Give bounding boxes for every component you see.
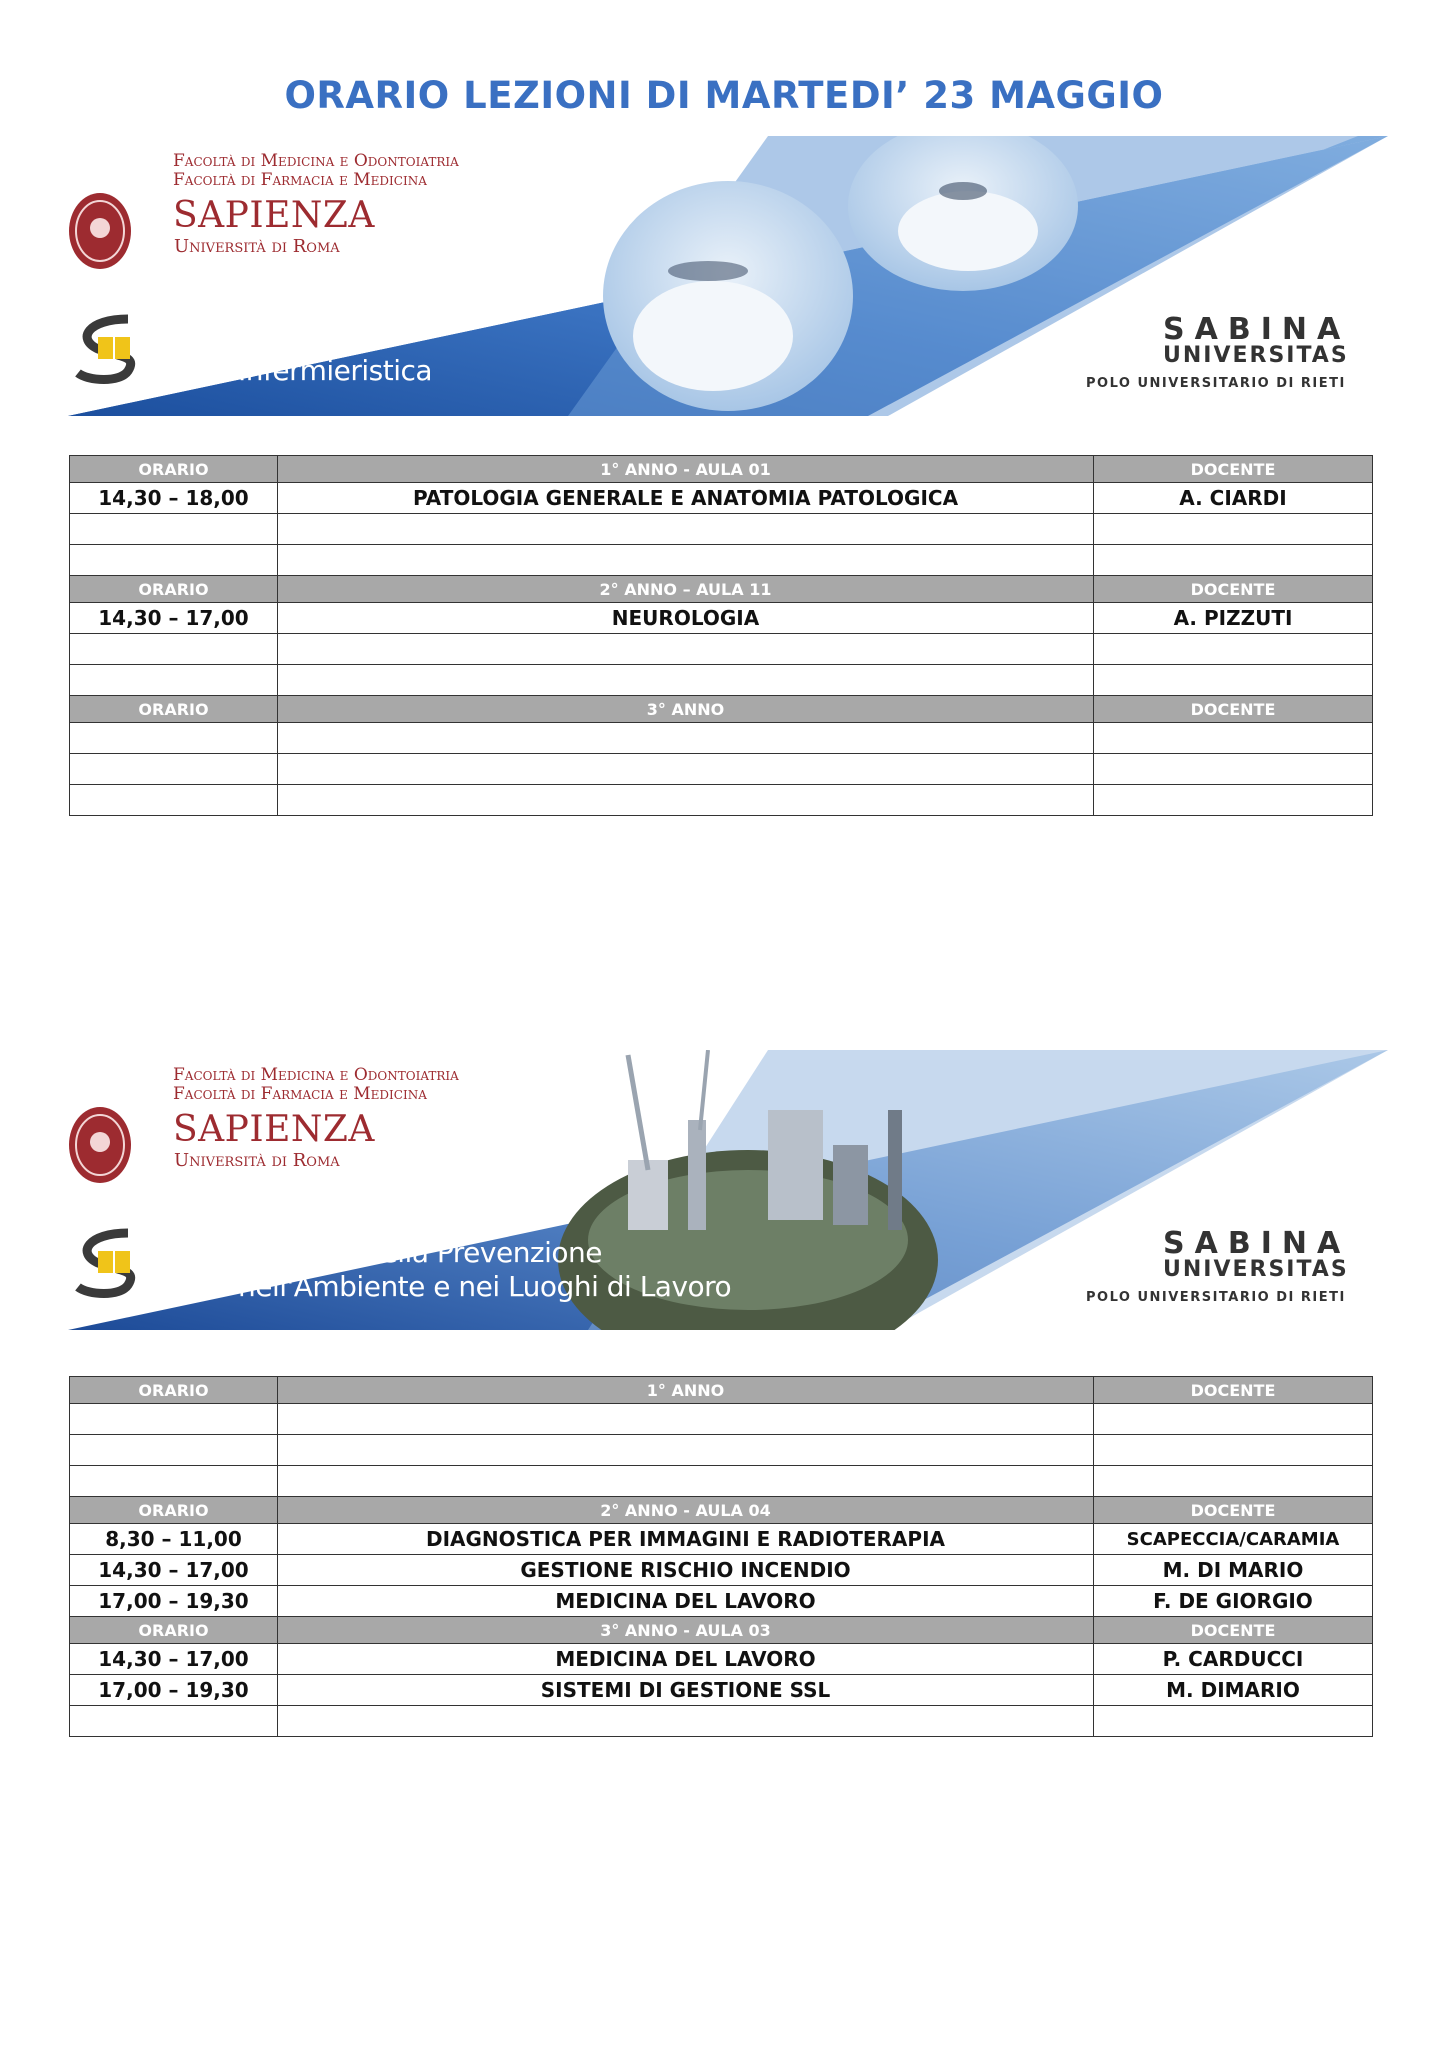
teacher-cell [1094, 545, 1373, 576]
teacher-cell [1094, 634, 1373, 665]
header-subject: 1° ANNO - AULA 01 [278, 456, 1094, 483]
sapienza-seal-icon [68, 192, 132, 270]
subject-cell: GESTIONE RISCHIO INCENDIO [278, 1555, 1094, 1586]
header-subject: 2° ANNO - AULA 04 [278, 1497, 1094, 1524]
table-row [70, 1524, 1373, 1555]
time-cell [70, 1706, 278, 1737]
building-shape [628, 1160, 668, 1230]
header-teacher: DOCENTE [1094, 1497, 1373, 1524]
section-header-row [70, 1377, 1373, 1404]
teacher-cell [1094, 1706, 1373, 1737]
teacher-cell: SCAPECCIA/CARAMIA [1094, 1524, 1373, 1555]
table-row [70, 785, 1373, 816]
subject-cell: DIAGNOSTICA PER IMMAGINI E RADIOTERAPIA [278, 1524, 1094, 1555]
header-time: ORARIO [70, 576, 278, 603]
table-row [70, 1404, 1373, 1435]
time-cell: 14,30 – 17,00 [70, 1644, 278, 1675]
time-cell [70, 1435, 278, 1466]
subject-cell: SISTEMI DI GESTIONE SSL [278, 1675, 1094, 1706]
header-subject: 2° ANNO – AULA 11 [278, 576, 1094, 603]
table-row [70, 1586, 1373, 1617]
subject-cell [278, 785, 1094, 816]
course-line-1: Tecniche della Prevenzione [238, 1236, 603, 1269]
teacher-cell [1094, 514, 1373, 545]
teacher-cell [1094, 785, 1373, 816]
partner-tagline: POLO UNIVERSITARIO DI RIETI [1086, 1290, 1346, 1305]
table-row [70, 1466, 1373, 1497]
table-row [70, 603, 1373, 634]
schedule-table-infermieristica [69, 455, 1373, 816]
subject-cell [278, 1404, 1094, 1435]
section-header-row [70, 696, 1373, 723]
time-cell: 17,00 – 19,30 [70, 1586, 278, 1617]
course-banner-infermieristica [68, 136, 1388, 416]
header-time: ORARIO [70, 696, 278, 723]
teacher-cell: M. DI MARIO [1094, 1555, 1373, 1586]
faculty-line-2: Facoltà di Farmacia e Medicina [173, 1084, 427, 1104]
sapienza-seal-icon [68, 1106, 132, 1184]
teacher-cell: F. DE GIORGIO [1094, 1586, 1373, 1617]
sabina-universitas-logo-icon [68, 311, 368, 401]
time-cell: 8,30 – 11,00 [70, 1524, 278, 1555]
partner-subtitle: UNIVERSITAS [1163, 343, 1349, 368]
table-row [70, 665, 1373, 696]
time-cell [70, 785, 278, 816]
time-cell [70, 723, 278, 754]
table-row [70, 1675, 1373, 1706]
partner-name: SABINA [1163, 1226, 1351, 1261]
table-row [70, 483, 1373, 514]
time-cell [70, 545, 278, 576]
time-cell: 17,00 – 19,30 [70, 1675, 278, 1706]
table-row [70, 1706, 1373, 1737]
partner-name: SABINA [1163, 312, 1351, 347]
time-cell [70, 634, 278, 665]
course-line-1: Infermieristica [238, 354, 433, 387]
subject-cell [278, 1435, 1094, 1466]
header-time: ORARIO [70, 1377, 278, 1404]
partner-tagline: POLO UNIVERSITARIO DI RIETI [1086, 376, 1346, 391]
faculty-names [173, 152, 459, 190]
faculty-names [173, 1066, 459, 1104]
header-teacher: DOCENTE [1094, 576, 1373, 603]
teacher-cell [1094, 1466, 1373, 1497]
table-row [70, 1435, 1373, 1466]
sabina-universitas-logo-icon [68, 1225, 368, 1315]
subject-cell [278, 545, 1094, 576]
partner-subtitle: UNIVERSITAS [1163, 1257, 1349, 1282]
course-banner-tecniche-prevenzione [68, 1050, 1388, 1330]
section-header-row [70, 1617, 1373, 1644]
header-subject: 1° ANNO [278, 1377, 1094, 1404]
header-time: ORARIO [70, 1617, 278, 1644]
teacher-cell: A. PIZZUTI [1094, 603, 1373, 634]
subject-cell [278, 634, 1094, 665]
subject-cell [278, 723, 1094, 754]
page-title: ORARIO LEZIONI DI MARTEDI’ 23 MAGGIO [284, 74, 1164, 117]
section-header-row [70, 456, 1373, 483]
header-subject: 3° ANNO - AULA 03 [278, 1617, 1094, 1644]
section-header-row [70, 576, 1373, 603]
header-teacher: DOCENTE [1094, 696, 1373, 723]
subject-cell [278, 665, 1094, 696]
course-line-2: nell'Ambiente e nei Luoghi di Lavoro [238, 1270, 732, 1303]
table-row [70, 1644, 1373, 1675]
subject-cell: MEDICINA DEL LAVORO [278, 1586, 1094, 1617]
teacher-cell [1094, 1435, 1373, 1466]
subject-cell [278, 754, 1094, 785]
table-row [70, 1555, 1373, 1586]
time-cell: 14,30 – 18,00 [70, 483, 278, 514]
university-name: SAPIENZA [173, 195, 375, 236]
schedule-table-tecniche-prevenzione [69, 1376, 1373, 1737]
time-cell: 14,30 – 17,00 [70, 1555, 278, 1586]
time-cell [70, 1404, 278, 1435]
teacher-cell [1094, 1404, 1373, 1435]
header-teacher: DOCENTE [1094, 1377, 1373, 1404]
teacher-cell [1094, 723, 1373, 754]
table-row [70, 634, 1373, 665]
header-subject: 3° ANNO [278, 696, 1094, 723]
subject-cell: PATOLOGIA GENERALE E ANATOMIA PATOLOGICA [278, 483, 1094, 514]
header-teacher: DOCENTE [1094, 1617, 1373, 1644]
header-time: ORARIO [70, 456, 278, 483]
faculty-line-1: Facoltà di Medicina e Odontoiatria [173, 1065, 459, 1085]
subject-cell [278, 1706, 1094, 1737]
faculty-line-1: Facoltà di Medicina e Odontoiatria [173, 151, 459, 171]
time-cell: 14,30 – 17,00 [70, 603, 278, 634]
teacher-cell [1094, 665, 1373, 696]
teacher-cell: P. CARDUCCI [1094, 1644, 1373, 1675]
university-name: SAPIENZA [173, 1109, 375, 1150]
subject-cell: MEDICINA DEL LAVORO [278, 1644, 1094, 1675]
table-row [70, 514, 1373, 545]
time-cell [70, 1466, 278, 1497]
time-cell [70, 665, 278, 696]
faculty-line-2: Facoltà di Farmacia e Medicina [173, 170, 427, 190]
table-row [70, 545, 1373, 576]
table-row [70, 754, 1373, 785]
university-subtitle: Università di Roma [174, 1150, 340, 1171]
university-subtitle: Università di Roma [174, 236, 340, 257]
subject-cell: NEUROLOGIA [278, 603, 1094, 634]
table-row [70, 723, 1373, 754]
section-header-row [70, 1497, 1373, 1524]
time-cell [70, 514, 278, 545]
subject-cell [278, 514, 1094, 545]
teacher-cell: M. DIMARIO [1094, 1675, 1373, 1706]
time-cell [70, 754, 278, 785]
teacher-cell: A. CIARDI [1094, 483, 1373, 514]
subject-cell [278, 1466, 1094, 1497]
teacher-cell [1094, 754, 1373, 785]
header-teacher: DOCENTE [1094, 456, 1373, 483]
header-time: ORARIO [70, 1497, 278, 1524]
